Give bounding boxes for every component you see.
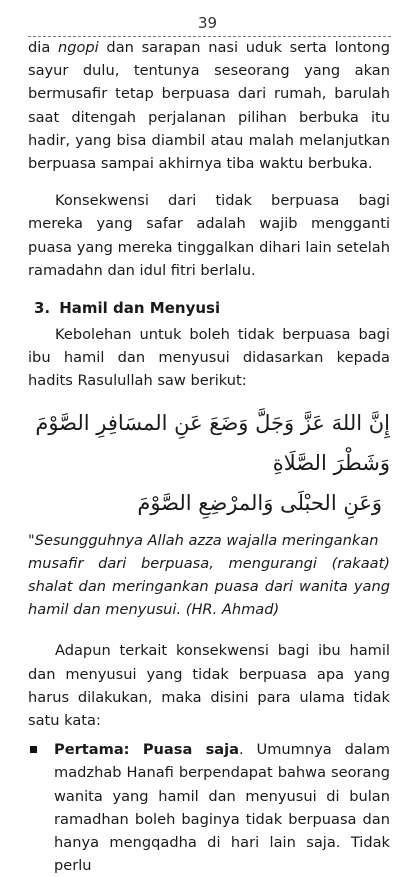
section-number: 3.	[34, 299, 51, 318]
arabic-line-1: إِنَّ اللهَ عَزَّ وَجَلَّ وَضَعَ عَنِ المسَافِرِ الصَّوْمَ وَشَطْرَ الصَّلَاةِ	[35, 410, 390, 475]
arabic-hadith	[28, 403, 390, 523]
list-item-body: . Umumnya dalam madzhab Hanafi berpendapat bahwa seorang wanita yang hamil dan menyusui di bulan ramadhan boleh baginya tidak berpuasa dan hanya mengqadha di hari lain saja. Tidak perlu	[54, 741, 390, 875]
page-number: 39	[197, 14, 218, 32]
paragraph-text: dia	[28, 39, 58, 56]
paragraph-ngopi	[28, 36, 390, 175]
list-item-text	[44, 738, 390, 877]
paragraph-text: dan sarapan nasi uduk serta lontong sayur dulu, tentunya seseorang yang akan bermusafir tetap berpuasa dari rumah, barulah saat ditengah perjalanan pilihan berbuka itu hadir, yang bisa diambil atau malah melanjutkan berpuasa sampai akhirnya tiba waktu berbuka.	[28, 39, 390, 173]
quote-first-line: "Sesungguhnya Allah azza wajalla meringankan	[28, 531, 379, 549]
arabic-line-2: وَعَنِ الحبْلَى وَالمرْضِعِ الصَّوْمَ	[137, 490, 382, 515]
paragraph-adapun: Adapun terkait konsekwensi bagi ibu hamil dan menyusui yang tidak berpuasa apa yang harus dilakukan, maka disini para ulama tidak satu kata:	[28, 642, 390, 730]
section-heading	[28, 297, 390, 319]
page-body	[28, 36, 390, 877]
paragraph-kebolehan: Kebolehan untuk boleh tidak berpuasa bagi ibu hamil dan menyusui didasarkan kepada hadits Rasulullah saw berikut:	[28, 326, 390, 390]
list-item-label: Pertama: Puasa saja	[54, 741, 239, 759]
paragraph-konsekwensi: Konsekwensi dari tidak berpuasa bagi mereka yang safar adalah wajib mengganti puasa yang mereka tinggalkan dihari lain setelah ramadahn dan idul fitri berlalu.	[28, 192, 390, 279]
section-title: Hamil dan Menyusi	[59, 299, 221, 318]
bullet-square-icon	[28, 738, 44, 877]
list-item	[28, 738, 390, 877]
hadith-translation	[28, 529, 390, 622]
italic-term: ngopi	[57, 39, 99, 56]
quote-rest: musafir dari berpuasa, mengurangi (rakaat) shalat dan meringankan puasa dari wanita yang hamil dan menyusui. (HR. Ahmad)	[28, 554, 390, 619]
